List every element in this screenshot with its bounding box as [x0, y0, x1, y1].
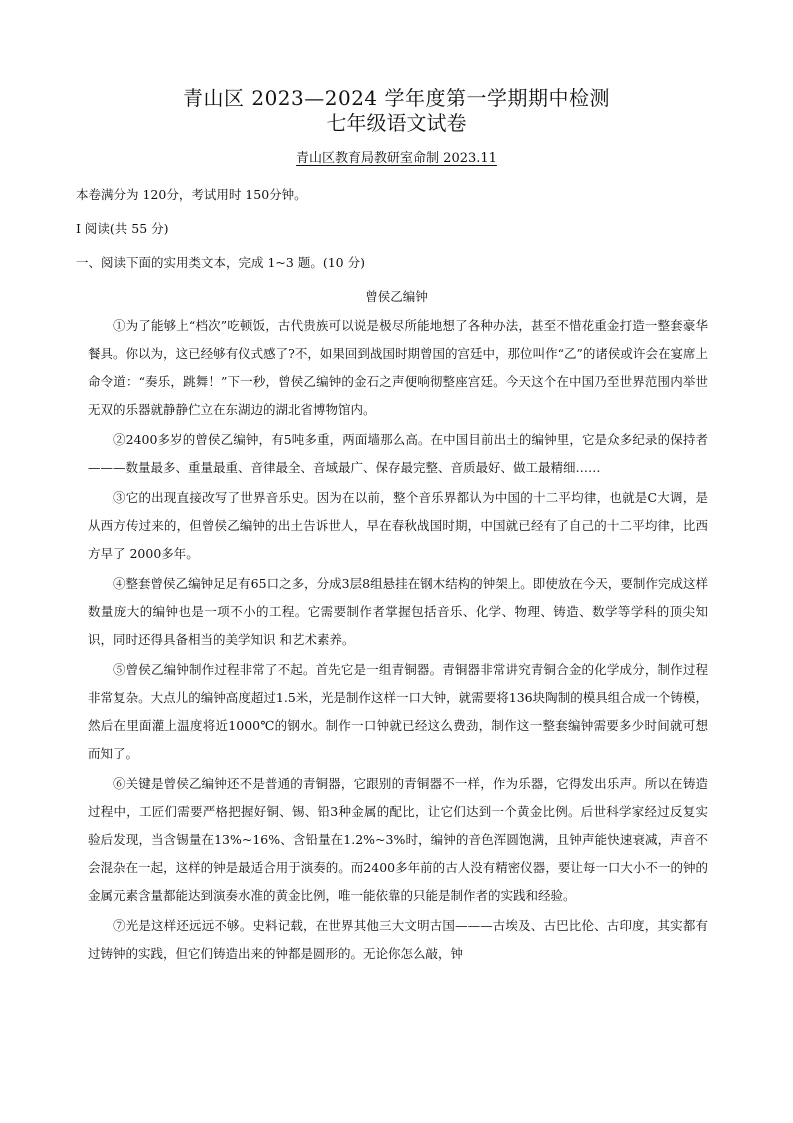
exam-subtitle: 七年级语文试卷	[326, 111, 467, 135]
issuer-text: 青山区教育局教研室命制 2023.11	[296, 151, 497, 166]
article-paragraph-7: ⑦光是这样还远远不够。史料记载，在世界其他三大文明古国———古埃及、古巴比伦、古印度，其实都有过铸钟的实践，但它们铸造出来的钟都是圆形的。无论你怎么敲，钟	[88, 918, 708, 961]
question-intro: 一、阅读下面的实用类文本，完成 1~3 题。(10 分)	[76, 255, 365, 270]
article-paragraph-5: ⑤曾侯乙编钟制作过程非常了不起。首先它是一组青铜器。青铜器非常讲究青铜合金的化学成分，制作过程非常复杂。大点儿的编钟高度超过1.5米，光是制作这样一口大钟，就需要将136块陶制的模具组合成一个铸模，然后在里面灌上温度将近1000℃的钢水。制作一口钟就已经这么费劲，制作这一整套编钟需要多少时间就可想而知了。	[88, 662, 708, 761]
article-paragraph-2: ②2400多岁的曾侯乙编钟，有5吨多重，两面墙那么高。在中国目前出土的编钟里，它是众多纪录的保持者———数量最多、重量最重、音律最全、音域最广、保存最完整、音质最好、做工最精细……	[88, 432, 708, 475]
article-paragraph-4: ④整套曾侯乙编钟足足有65口之多，分成3层8组悬挂在钢木结构的钟架上。即使放在今天，要制作完成这样数量庞大的编钟也是一项不小的工程。它需要制作者掌握包括音乐、化学、物理、铸造、数学等学科的顶尖知识，同时还得具备相当的美学知识 和艺术素养。	[88, 576, 708, 647]
issuer-line	[0, 150, 793, 168]
section-heading: I 阅读(共 55 分)	[76, 221, 169, 236]
article-paragraph-1: ①为了能够上“档次”吃顿饭，古代贵族可以说是极尽所能地想了各种办法，甚至不惜花重金打造一整套豪华餐具。你以为，这已经够有仪式感了?不，如果回到战国时期曾国的宫廷中，那位叫作“乙”的诸侯或许会在宴席上命令道：“奏乐，跳舞！”下一秒，曾侯乙编钟的金石之声便响彻整座宫廷。今天这个在中国乃至世界范围内举世无双的乐器就静静伫立在东湖边的湖北省博物馆内。	[88, 318, 708, 417]
article-paragraph-3: ③它的出现直接改写了世界音乐史。因为在以前，整个音乐界都认为中国的十二平均律，也就是C大调，是从西方传过来的，但曾侯乙编钟的出土告诉世人，早在春秋战国时期，中国就已经有了自己的十二平均律，比西方早了 2000多年。	[88, 490, 708, 561]
article-title: 曾侯乙编钟	[365, 289, 428, 304]
exam-title: 青山区 2023—2024 学年度第一学期期中检测	[182, 86, 610, 110]
article-paragraph-6: ⑥关键是曾侯乙编钟还不是普通的青铜器，它跟别的青铜器不一样，作为乐器，它得发出乐声。所以在铸造过程中，工匠们需要严格把握好铜、锡、铅3种金属的配比，让它们达到一个黄金比例。后世科学家经过反复实验后发现，当含锡量在13%~16%、含铅量在1.2%~3%时，编钟的音色浑圆饱满，且钟声能快速衰减，声音不会混杂在一起，这样的钟是最适合用于演奏的。而2400多年前的古人没有精密仪器，要让每一口大小不一的钟的金属元素含量都能达到演奏水准的黄金比例，唯一能依靠的只能是制作者的实践和经验。	[88, 776, 708, 903]
article-body	[88, 312, 708, 970]
score-time-note: 本卷满分为 120分，考试用时 150分钟。	[76, 187, 307, 202]
